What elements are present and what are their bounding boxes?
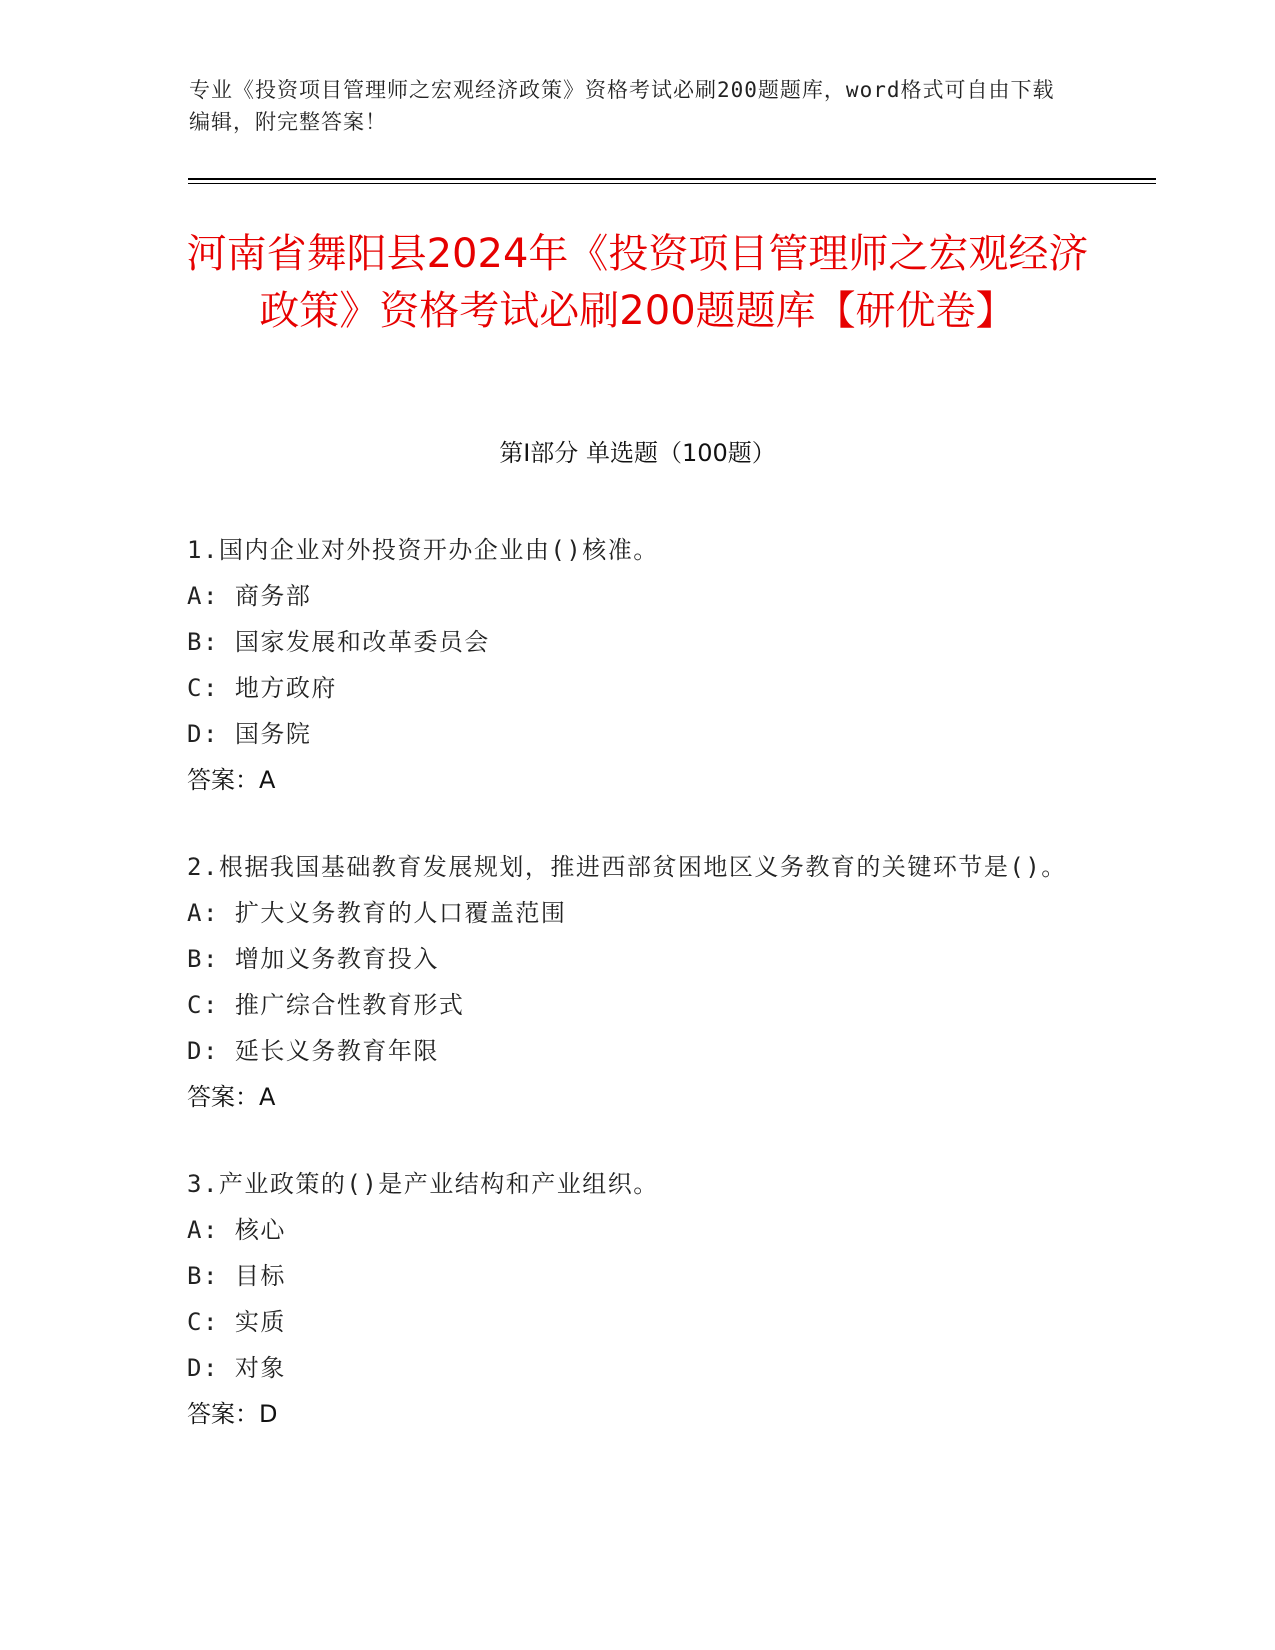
header-note: 专业《投资项目管理师之宏观经济政策》资格考试必刷200题题库，word格式可自由下载编辑，附完整答案！	[189, 78, 1055, 134]
option-b: B: 增加义务教育投入	[187, 945, 439, 973]
option-a: A: 核心	[187, 1216, 286, 1244]
option-a: A: 商务部	[187, 582, 312, 610]
question-stem: 2.根据我国基础教育发展规划，推进西部贫困地区义务教育的关键环节是()。	[187, 853, 1067, 881]
answer-line: 答案：A	[187, 766, 276, 794]
option-a: A: 扩大义务教育的人口覆盖范围	[187, 899, 567, 927]
answer-line: 答案：D	[187, 1400, 278, 1428]
option-d: D: 对象	[187, 1354, 286, 1382]
option-d: D: 延长义务教育年限	[187, 1037, 439, 1065]
question-item	[187, 1162, 1067, 1437]
question-item	[187, 845, 1067, 1120]
option-b: B: 目标	[187, 1262, 286, 1290]
option-c: C: 推广综合性教育形式	[187, 991, 465, 1019]
question-item	[187, 528, 1067, 803]
option-c: C: 地方政府	[187, 674, 337, 702]
question-stem: 3.产业政策的()是产业结构和产业组织。	[187, 1170, 659, 1198]
question-list	[187, 528, 1067, 1479]
option-c: C: 实质	[187, 1308, 286, 1336]
section-heading: 第Ⅰ部分 单选题（100题）	[499, 439, 776, 467]
document-title: 河南省舞阳县2024年《投资项目管理师之宏观经济政策》资格考试必刷200题题库【研优卷】	[186, 231, 1089, 334]
question-stem: 1.国内企业对外投资开办企业由()核准。	[187, 536, 659, 564]
header-divider-thin	[188, 183, 1156, 184]
answer-line: 答案：A	[187, 1083, 276, 1111]
option-b: B: 国家发展和改革委员会	[187, 628, 490, 656]
option-d: D: 国务院	[187, 720, 312, 748]
header-divider-thick	[188, 178, 1156, 180]
